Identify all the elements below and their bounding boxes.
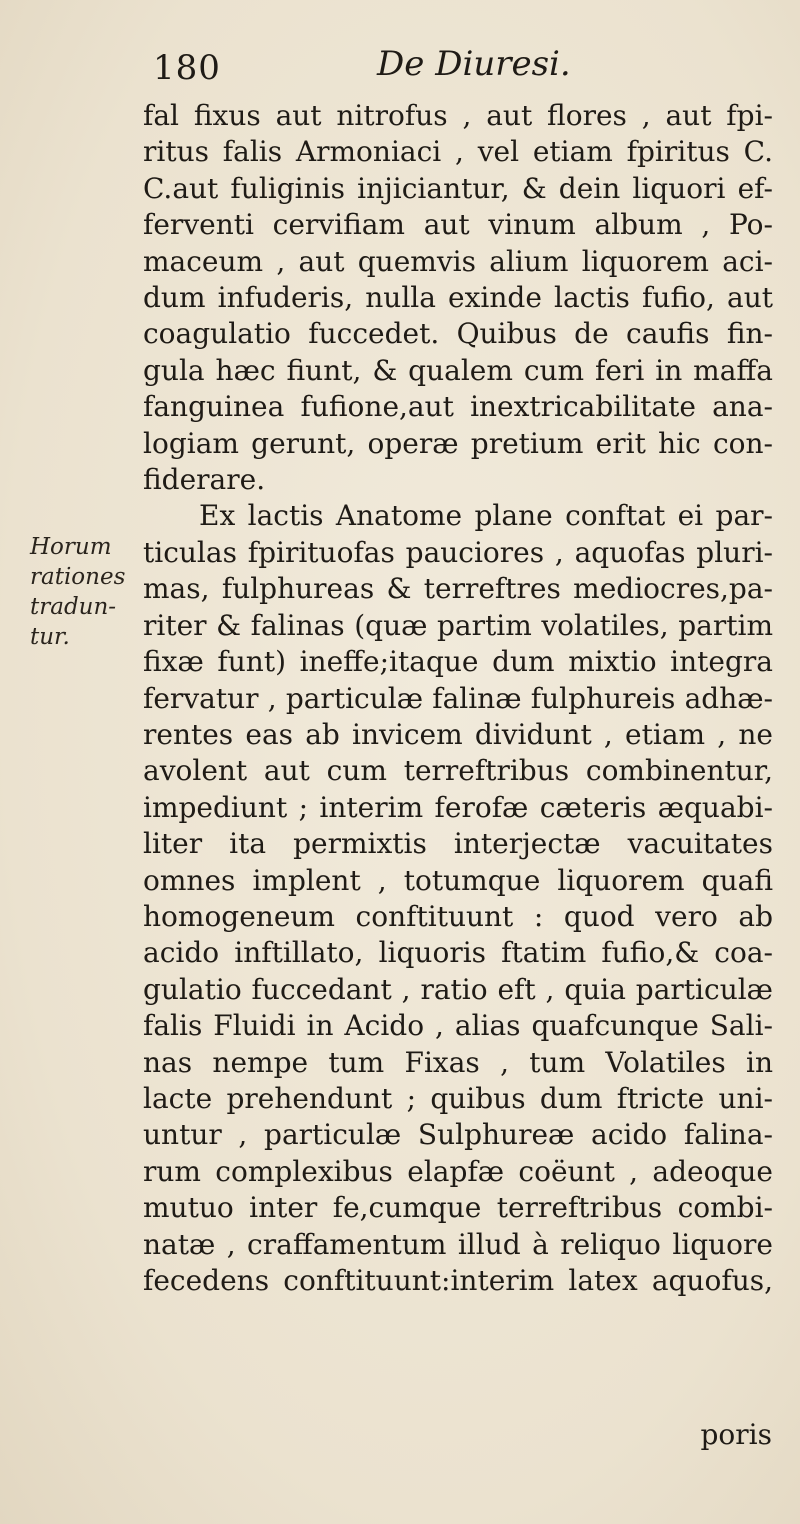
text-line: fervatur , particulæ falinæ fulphureis adhæ- xyxy=(143,681,773,715)
text-line: liter ita permixtis interjectæ vacuitates xyxy=(143,827,773,861)
text-line: dum infuderis, nulla exinde lactis fufio, aut xyxy=(143,281,773,315)
text-line: falis Fluidi in Acido , alias quafcunque Sali- xyxy=(143,1009,773,1043)
text-line: fixæ funt) ineffe;itaque dum mixtio integra xyxy=(143,645,773,679)
text-line: rentes eas ab invicem dividunt , etiam , ne xyxy=(143,717,773,751)
text-line: riter & falinas (quæ partim volatiles, partim xyxy=(143,608,773,642)
text-line: coagulatio fuccedet. Quibus de caufis fin- xyxy=(143,317,773,351)
text-line: untur , particulæ Sulphureæ acido falina- xyxy=(143,1118,773,1152)
text-line: omnes implent , totumque liquorem quafi xyxy=(143,863,773,897)
text-line: mas, fulphureas & terreftres mediocres,pa- xyxy=(143,572,773,606)
paragraph-first-line: Ex lactis Anatome plane conftat ei par- xyxy=(199,499,773,533)
text-line: fecedens conftituunt:interim latex aquofus, xyxy=(143,1264,773,1297)
text-line: homogeneum conftituunt : quod vero ab xyxy=(143,899,773,933)
text-line: ferventi cervifiam aut vinum album , Po- xyxy=(143,208,773,242)
page-number: 180 xyxy=(153,48,221,88)
text-line: fiderare. xyxy=(143,463,266,497)
marginal-note-line: tur. xyxy=(30,624,70,650)
text-line: rum complexibus elapfæ coëunt , adeoque xyxy=(143,1154,773,1188)
marginal-note-line: tradun- xyxy=(30,594,117,620)
marginal-note-line: Horum xyxy=(30,534,112,560)
text-line: nas nempe tum Fixas , tum Volatiles in xyxy=(143,1045,773,1079)
running-title: De Diuresi. xyxy=(377,44,571,84)
text-line: lacte prehendunt ; quibus dum ftricte uni- xyxy=(143,1081,773,1115)
page-header xyxy=(145,42,765,92)
marginal-note-line: rationes xyxy=(30,564,126,590)
text-line: fanguinea fufione,aut inextricabilitate ana- xyxy=(143,390,773,424)
text-line: acido inftillato, liquoris ftatim fufio,& coa- xyxy=(143,936,773,970)
text-line: ritus falis Armoniaci , vel etiam fpiritus C. xyxy=(143,135,773,169)
text-line: logiam gerunt, operæ pretium erit hic con- xyxy=(143,426,773,460)
text-line: avolent aut cum terreftribus combinentur, xyxy=(143,754,773,788)
catchword: poris xyxy=(700,1418,772,1451)
text-line: impediunt ; interim ferofæ cæteris æquabi- xyxy=(143,790,773,824)
text-line: maceum , aut quemvis alium liquorem aci- xyxy=(143,244,773,278)
text-line: gula hæc fiunt, & qualem cum feri in maffa xyxy=(143,353,773,387)
marginal-note xyxy=(30,532,130,652)
text-line: gulatio fuccedant , ratio eft , quia particulæ xyxy=(143,972,773,1006)
text-line: natæ , craffamentum illud à reliquo liquore xyxy=(143,1227,773,1261)
body-text xyxy=(143,98,773,1299)
text-line: mutuo inter fe,cumque terreftribus combi- xyxy=(143,1191,773,1225)
text-line: fal fixus aut nitrofus , aut flores , aut fpi- xyxy=(143,99,773,132)
text-line: C.aut fuliginis injiciantur, & dein liquori ef- xyxy=(143,171,773,205)
text-line: ticulas fpirituofas pauciores , aquofas pluri- xyxy=(143,535,773,569)
